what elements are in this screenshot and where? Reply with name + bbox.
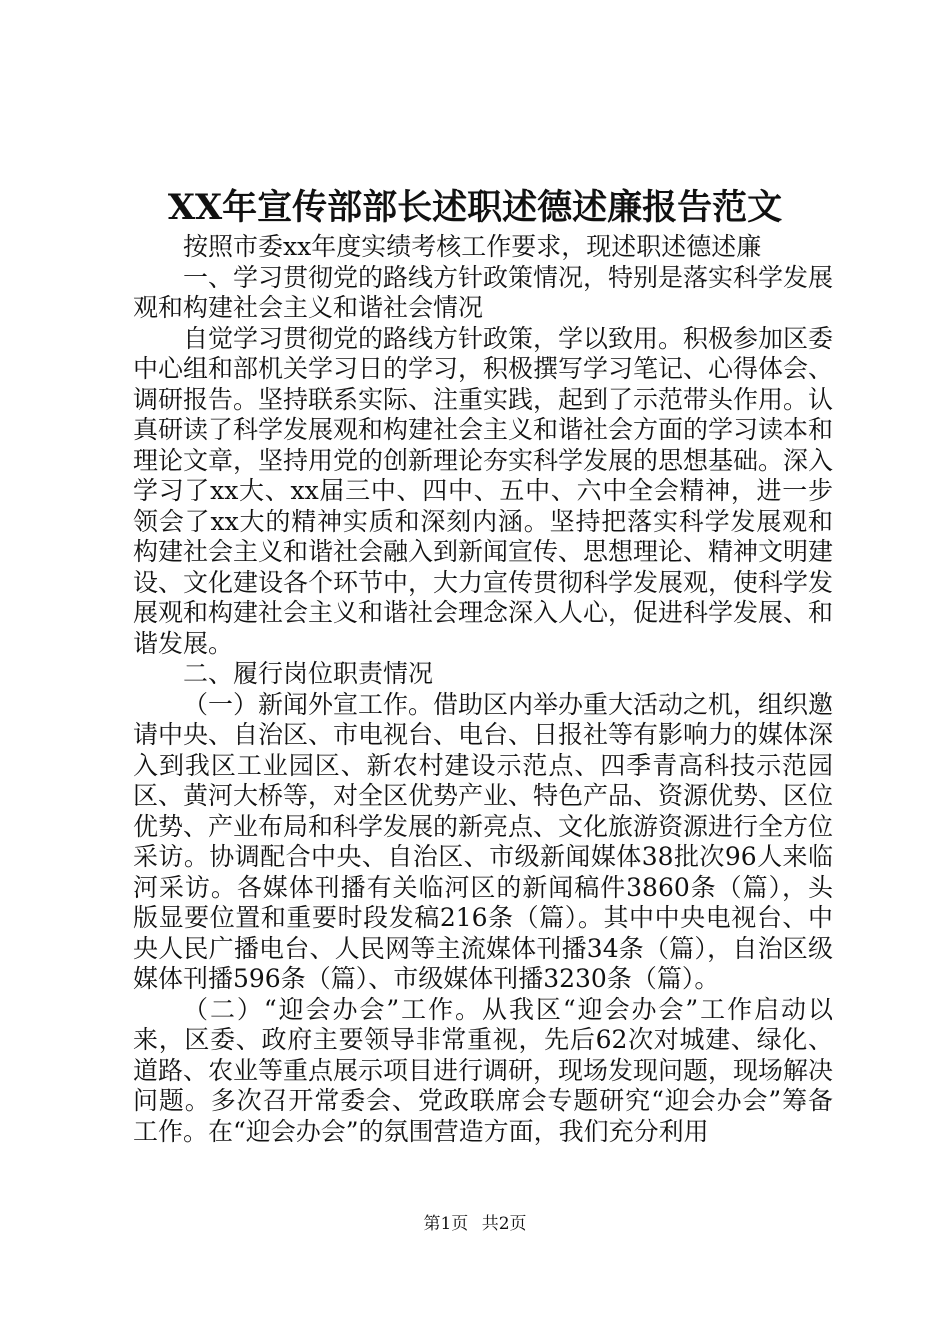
paragraph-study: 自觉学习贯彻党的路线方针政策，学以致用。积极参加区委中心组和部机关学习日的学习，积极撰写学习笔记、心得体会、调研报告。坚持联系实际、注重实践，起到了示范带头作用。认真研读了科学发展观和构建社会主义和谐社会方面的学习读本和理论文章，坚持用党的创新理论夯实科学发展的思想基础。深入学习了xx大、xx届三中、四中、五中、六中全会精神，进一步领会了xx大的精神实质和深刻内涵。坚持把落实科学发展观和构建社会主义和谐社会融入到新闻宣传、思想理论、精神文明建设、文化建设各个环节中，大力宣传贯彻科学发展观，使科学发展观和构建社会主义和谐社会理念深入人心，促进科学发展、和谐发展。 [133, 323, 834, 658]
document-body [133, 232, 833, 1147]
paragraph-intro: 按照市委xx年度实绩考核工作要求，现述职述德述廉 [183, 232, 762, 261]
page-footer [0, 1212, 950, 1236]
page-number: 第1页 [423, 1214, 469, 1234]
page-total: 共2页 [481, 1214, 527, 1234]
section-heading-2: 二、履行岗位职责情况 [183, 659, 434, 688]
document-title: XX年宣传部部长述职述德述廉报告范文 [167, 187, 783, 228]
paragraph-meeting-prep: （二）“迎会办会”工作。从我区“迎会办会”工作启动以来，区委、政府主要领导非常重视，先后62次对城建、绿化、道路、农业等重点展示项目进行调研，现场发现问题，现场解决问题。多次召开常委会、党政联席会专题研究“迎会办会”筹备工作。在“迎会办会”的氛围营造方面，我们充分利用 [133, 994, 834, 1146]
section-heading-1: 一、学习贯彻党的路线方针政策情况，特别是落实科学发展观和构建社会主义和谐社会情况 [133, 262, 834, 322]
paragraph-news-publicity: （一）新闻外宣工作。借助区内举办重大活动之机，组织邀请中央、自治区、市电视台、电台、日报社等有影响力的媒体深入到我区工业园区、新农村建设示范点、四季青高科技示范园区、黄河大桥等，对全区优势产业、特色产品、资源优势、区位优势、产业布局和科学发展的新亮点、文化旅游资源进行全方位采访。协调配合中央、自治区、市级新闻媒体38批次96人来临河采访。各媒体刊播有关临河区的新闻稿件3860条（篇），头版显要位置和重要时段发稿216条（篇）。其中中央电视台、中央人民广播电台、人民网等主流媒体刊播34条（篇），自治区级媒体刊播596条（篇）、市级媒体刊播3230条（篇）。 [133, 689, 834, 993]
